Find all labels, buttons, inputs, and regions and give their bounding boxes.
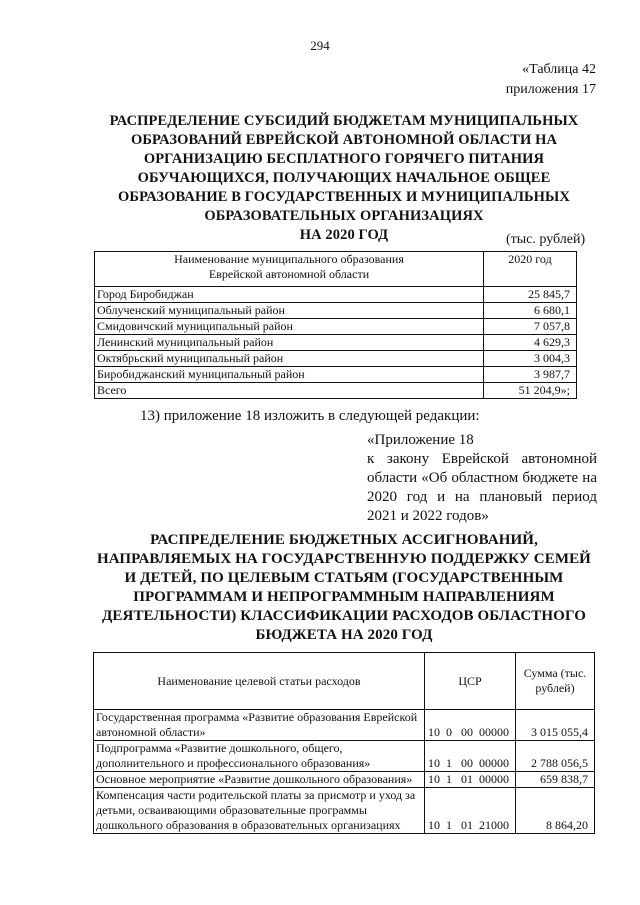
title2-line: РАСПРЕДЕЛЕНИЕ БЮДЖЕТНЫХ АССИГНОВАНИЙ, <box>150 532 538 548</box>
expense-sum: 8 864,20 <box>516 788 595 834</box>
municipality-name: Смидовичский муниципальный район <box>95 319 484 335</box>
table-row <box>95 335 577 351</box>
subsidy-value: 4 629,3 <box>484 335 577 351</box>
csr-code: 10 1 01 21000 <box>425 788 516 834</box>
municipality-name: Облученский муниципальный район <box>95 303 484 319</box>
subsidy-value: 3 987,7 <box>484 367 577 383</box>
total-label: Всего <box>95 383 484 399</box>
subsidy-table-title <box>84 112 604 245</box>
header-csr: ЦСР <box>425 653 516 710</box>
table42-ref-line2: приложения 17 <box>505 82 596 97</box>
municipality-name: Город Биробиджан <box>95 287 484 303</box>
allocation-table <box>93 652 595 834</box>
table-row <box>95 319 577 335</box>
table-total-row <box>95 383 577 399</box>
allocation-title <box>84 531 604 645</box>
csr-code: 10 1 00 00000 <box>425 741 516 772</box>
title1-line: РАСПРЕДЕЛЕНИЕ СУБСИДИЙ БЮДЖЕТАМ МУНИЦИПАЛЬНЫХ <box>109 113 579 129</box>
header-sum <box>516 653 595 710</box>
header-municipality <box>95 252 484 287</box>
csr-code: 10 0 00 00000 <box>425 710 516 741</box>
title1-line: ОБРАЗОВАНИЕ В ГОСУДАРСТВЕННЫХ И МУНИЦИПАЛЬНЫХ <box>118 189 570 205</box>
amendment-text: 13) приложение 18 изложить в следующей редакции: <box>140 408 480 424</box>
table-header-row <box>94 653 595 710</box>
title2-line: ПРОГРАММАМ И НЕПРОГРАММНЫМ НАПРАВЛЕНИЯМ <box>133 589 555 605</box>
expense-name: Компенсация части родительской платы за присмотр и уход за детьми, осваивающими образовательные программы дошкольного образования в образовательных организациях <box>94 788 425 834</box>
header-sum-line2: рублей) <box>535 681 575 695</box>
table-row <box>95 303 577 319</box>
title2-line: И ДЕТЕЙ, ПО ЦЕЛЕВЫМ СТАТЬЯМ (ГОСУДАРСТВЕННЫМ <box>124 570 564 586</box>
table-row <box>94 710 595 741</box>
appendix-ref-line2: к закону Еврейской автономной области «Об областном бюджете на 2020 год и на плановый период 2021 и 2022 годов» <box>367 451 597 524</box>
subsidy-value: 6 680,1 <box>484 303 577 319</box>
subsidy-table <box>94 251 577 399</box>
title1-line: НА 2020 ГОД <box>299 227 389 243</box>
header-municipality-line2: Еврейской автономной области <box>208 267 370 281</box>
title2-line: ДЕЯТЕЛЬНОСТИ) КЛАССИФИКАЦИИ РАСХОДОВ ОБЛАСТНОГО <box>101 608 586 624</box>
expense-name: Основное мероприятие «Развитие дошкольного образования» <box>94 772 425 788</box>
total-value: 51 204,9»; <box>484 383 577 399</box>
expense-sum: 3 015 055,4 <box>516 710 595 741</box>
header-municipality-line1: Наименование муниципального образования <box>174 252 404 266</box>
header-sum-line1: Сумма (тыс. <box>523 666 587 680</box>
subsidy-value: 25 845,7 <box>484 287 577 303</box>
title1-line: ОБУЧАЮЩИХСЯ, ПОЛУЧАЮЩИХ НАЧАЛЬНОЕ ОБЩЕЕ <box>137 170 551 186</box>
expense-name: Подпрограмма «Развитие дошкольного, общего, дополнительного и профессионального образования» <box>94 741 425 772</box>
table42-ref-line1: «Таблица 42 <box>522 62 596 77</box>
appendix18-reference <box>367 431 597 526</box>
title1-line: ОБРАЗОВАТЕЛЬНЫХ ОРГАНИЗАЦИЯХ <box>204 208 484 224</box>
expense-sum: 659 838,7 <box>516 772 595 788</box>
title2-line: НАПРАВЛЯЕМЫХ НА ГОСУДАРСТВЕННУЮ ПОДДЕРЖКУ СЕМЕЙ <box>97 551 591 567</box>
subsidy-value: 7 057,8 <box>484 319 577 335</box>
table-row <box>94 772 595 788</box>
header-year: 2020 год <box>484 252 577 287</box>
table-row <box>94 741 595 772</box>
table42-reference <box>506 60 596 100</box>
table-row <box>94 788 595 834</box>
table-row <box>95 367 577 383</box>
page-number: 294 <box>310 38 330 53</box>
municipality-name: Октябрьский муниципальный район <box>95 351 484 367</box>
table-header-row <box>95 252 577 287</box>
expense-sum: 2 788 056,5 <box>516 741 595 772</box>
csr-code: 10 1 01 00000 <box>425 772 516 788</box>
subsidy-value: 3 004,3 <box>484 351 577 367</box>
title2-line: БЮДЖЕТА НА 2020 ГОД <box>255 627 433 643</box>
table-row <box>95 287 577 303</box>
title1-line: ОБРАЗОВАНИЙ ЕВРЕЙСКОЙ АВТОНОМНОЙ ОБЛАСТИ НА <box>130 132 558 148</box>
expense-name: Государственная программа «Развитие образования Еврейской автономной области» <box>94 710 425 741</box>
table-row <box>95 351 577 367</box>
appendix-ref-line1: «Приложение 18 <box>367 432 474 448</box>
header-expense-name: Наименование целевой статьи расходов <box>94 653 425 710</box>
title1-line: ОРГАНИЗАЦИЮ БЕСПЛАТНОГО ГОРЯЧЕГО ПИТАНИЯ <box>143 151 545 167</box>
table1-unit: (тыс. рублей) <box>506 232 586 247</box>
municipality-name: Ленинский муниципальный район <box>95 335 484 351</box>
municipality-name: Биробиджанский муниципальный район <box>95 367 484 383</box>
